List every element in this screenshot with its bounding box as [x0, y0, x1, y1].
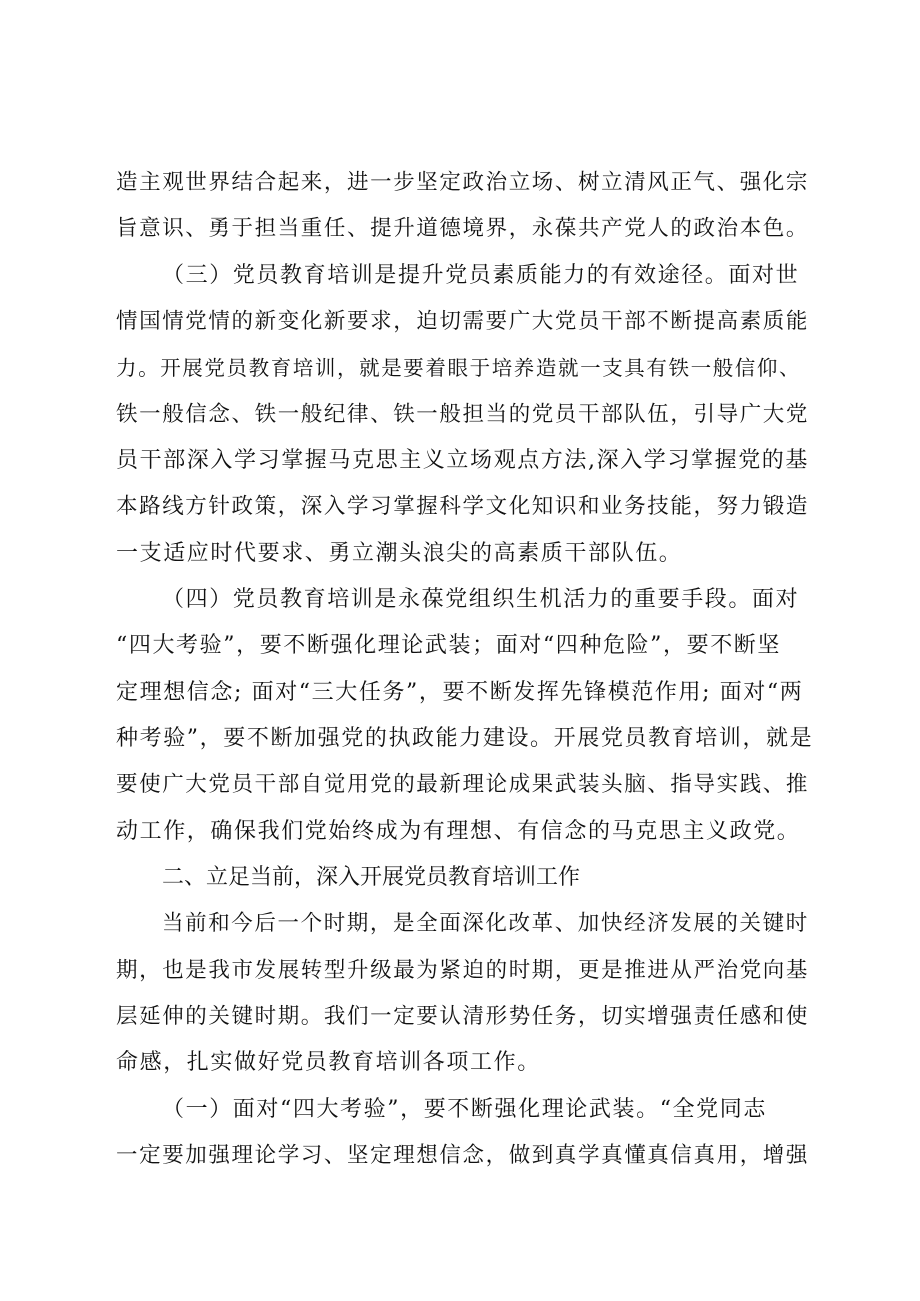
body-text-line: 本路线方针政策，深入学习掌握科学文化知识和业务技能，努力锻造: [116, 494, 810, 519]
paragraph-four-first-line: （四）党员教育培训是永葆党组织生机活力的重要手段。面对: [162, 587, 800, 612]
section-heading: 二、立足当前，深入开展党员教育培训工作: [162, 865, 581, 890]
body-text-line: 定理想信念; 面对“三大任务”，要不断发挥先锋模范作用; 面对“两: [116, 680, 804, 705]
body-text-line: 铁一般信念、铁一般纪律、铁一般担当的党员干部队伍，引导广大党: [116, 402, 810, 427]
body-text-line: 层延伸的关键时期。我们一定要认清形势任务，切实增强责任感和使: [116, 1004, 810, 1029]
body-text-line: “四大考验”，要不断强化理论武装；面对“四种危险”，要不断坚: [116, 633, 781, 658]
subsection-one-first-line: （一）面对“四大考验”，要不断强化理论武装。“全党同志: [162, 1097, 767, 1122]
body-text-line: 一定要加强理论学习、坚定理想信念，做到真学真懂真信真用，增强: [116, 1143, 810, 1168]
body-text-line: 期，也是我市发展转型升级最为紧迫的时期，更是推进从严治党向基: [116, 958, 810, 983]
body-text-line: 员干部深入学习掌握马克思主义立场观点方法,深入学习掌握党的基: [116, 448, 809, 473]
body-text-line: 一支适应时代要求、勇立潮头浪尖的高素质干部队伍。: [116, 541, 683, 566]
paragraph-three-first-line: （三）党员教育培训是提升党员素质能力的有效途径。面对世: [162, 263, 800, 288]
body-text-line: 力。开展党员教育培训，就是要着眼于培养造就一支具有铁一般信仰、: [116, 356, 802, 380]
body-text-line: 旨意识、勇于担当重任、提升道德境界，永葆共产党人的政治本色。: [116, 216, 810, 241]
section-intro-first-line: 当前和今后一个时期，是全面深化改革、加快经济发展的关键时: [162, 911, 809, 936]
body-text-line: 造主观世界结合起来，进一步坚定政治立场、树立清风正气、强化宗: [116, 170, 810, 195]
body-text-line: 情国情党情的新变化新要求，迫切需要广大党员干部不断提高素质能: [116, 309, 810, 334]
body-text-line: 种考验”，要不断加强党的执政能力建设。开展党员教育培训，就是: [116, 726, 814, 751]
body-text-line: 动工作，确保我们党始终成为有理想、有信念的马克思主义政党。: [116, 819, 801, 844]
body-text-line: 要使广大党员干部自觉用党的最新理论成果武装头脑、指导实践、推: [116, 772, 810, 797]
body-text-line: 命感，扎实做好党员教育培训各项工作。: [116, 1050, 541, 1075]
